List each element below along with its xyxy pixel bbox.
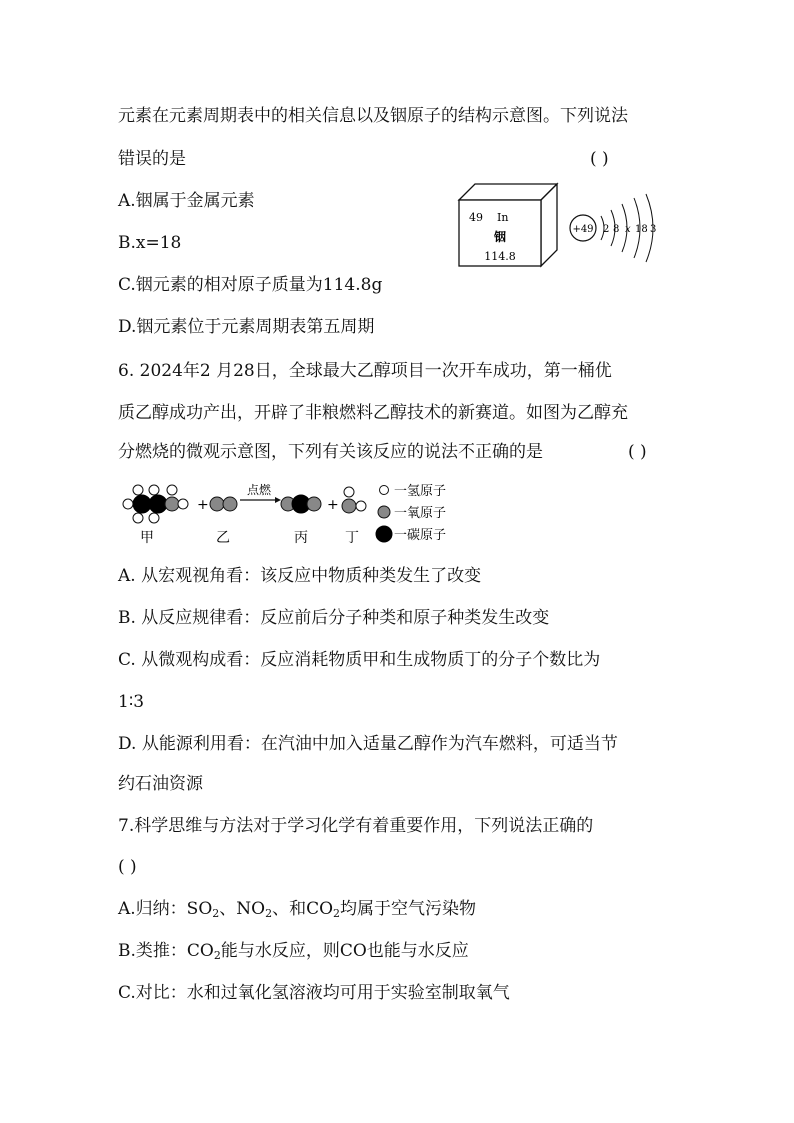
reaction-condition: 点燃 [246,483,272,497]
plus-sign: + [327,497,339,513]
element-card [455,180,565,270]
q6-stem-line-1: 6. 2024年2 月28日，全球最大乙醇项目一次开车成功，第一桶优 [118,361,612,381]
molecule-jia [123,485,188,523]
label-ding: 丁 [345,530,359,546]
molecule-bing [281,495,321,513]
q7-answer-paren: ( ) [118,857,137,877]
plus-sign: + [197,497,209,513]
q6-option-c-line-2: 1∶3 [118,692,145,712]
reaction-diagram [120,478,500,550]
q5-stem-line-1: 元素在元素周期表中的相关信息以及铟原子的结构示意图。下列说法 [118,106,628,126]
shell-electrons-1: 2 [603,224,610,235]
label-yi: 乙 [216,530,230,546]
q7-option-c: C.对比：水和过氧化氢溶液均可用于实验室制取氧气 [118,983,510,1003]
q6-stem-line-3: 分燃烧的微观示意图，下列有关该反应的说法不正确的是 [118,442,543,462]
legend-oxygen: 一氧原子 [394,506,447,521]
legend-carbon: 一碳原子 [394,528,447,543]
q6-option-d-line-2: 约石油资源 [118,774,203,794]
molecule-ding [342,487,366,513]
element-atomic-number: 49 [469,211,483,224]
shell-electrons-2: 8 [613,224,620,235]
q6-option-c-line-1: C. 从微观构成看：反应消耗物质甲和生成物质丁的分子个数比为 [118,650,601,670]
element-name: 铟 [493,230,507,244]
shell-electrons-4: 18 [635,224,648,235]
shell-electrons-5: 3 [650,224,657,235]
q5-option-b: B.x=18 [118,233,182,253]
molecule-yi [210,497,237,511]
element-mass: 114.8 [484,250,516,263]
nucleus-charge: +49 [572,224,594,235]
element-symbol: In [497,211,509,224]
q6-option-d-line-1: D. 从能源利用看：在汽油中加入适量乙醇作为汽车燃料，可适当节 [118,734,618,754]
label-jia: 甲 [140,530,154,546]
q7-stem-line-1: 7.科学思维与方法对于学习化学有着重要作用，下列说法正确的 [118,816,594,836]
shell-electrons-3: x [625,224,631,235]
reaction-arrowhead [275,497,281,503]
legend [376,484,446,543]
q7-option-b: B.类推：$CO_2$能与水反应，则CO也能与水反应 [118,941,469,962]
q6-stem-line-2: 质乙醇成功产出，开辟了非粮燃料乙醇技术的新赛道。如图为乙醇充 [118,403,628,423]
atom-structure-diagram [565,186,665,266]
q5-option-c: C.铟元素的相对原子质量为114.8g [118,275,383,295]
q5-stem-line-2: 错误的是 [118,149,186,169]
label-bing: 丙 [294,530,308,546]
q6-option-a: A. 从宏观视角看：该反应中物质种类发生了改变 [118,566,482,586]
q6-answer-paren: ( ) [628,442,647,462]
q5-option-a: A.铟属于金属元素 [118,191,255,211]
q6-option-b: B. 从反应规律看：反应前后分子种类和原子种类发生改变 [118,608,550,628]
q5-option-d: D.铟元素位于元素周期表第五周期 [118,317,375,337]
q7-option-a: A.归纳：$SO_2$、$NO_2$、和$CO_2$均属于空气污染物 [118,899,477,920]
legend-hydrogen: 一氢原子 [394,484,447,499]
q5-answer-paren: ( ) [590,149,609,169]
